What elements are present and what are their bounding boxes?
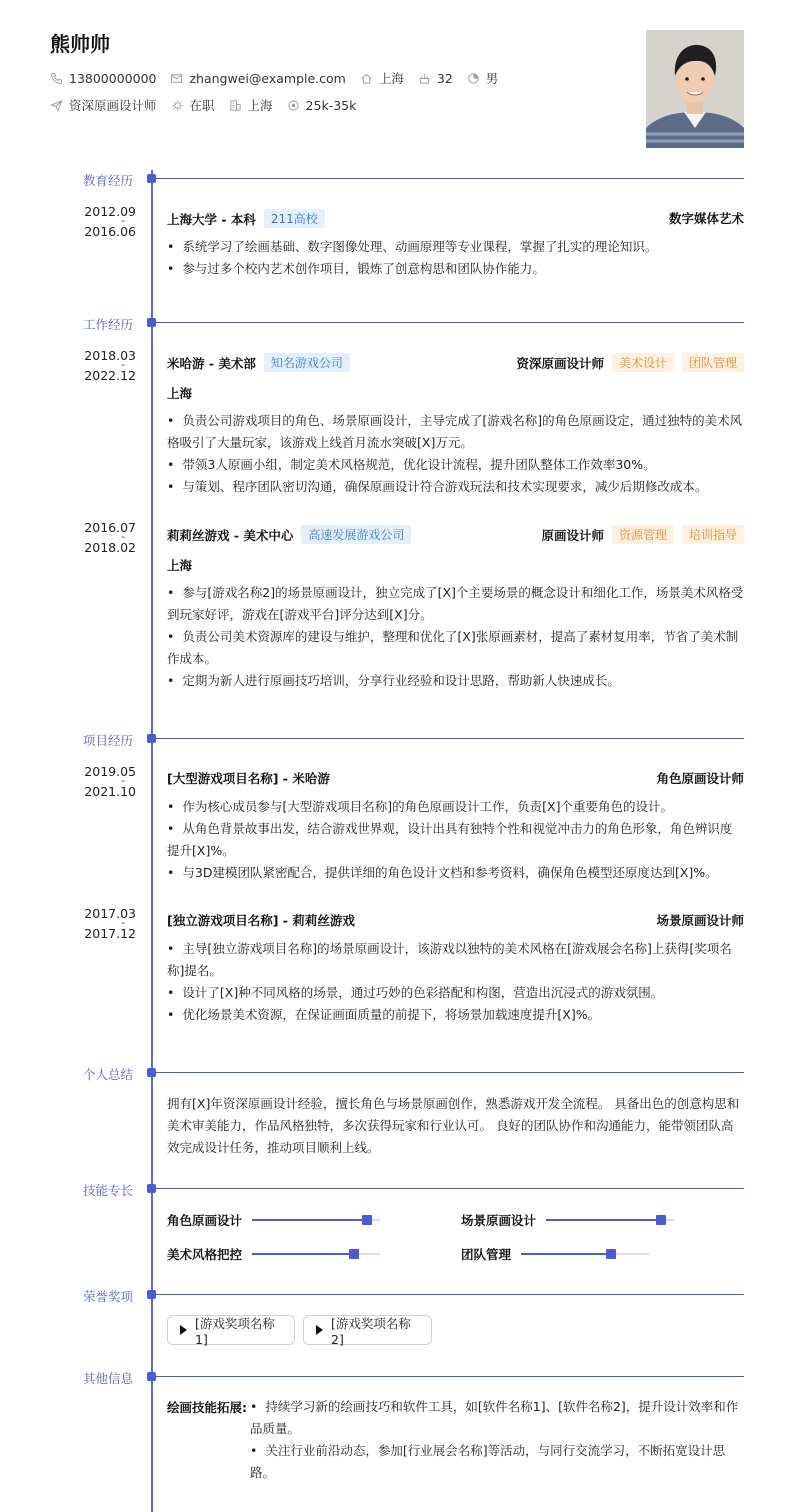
role-tag: 美术设计 <box>612 353 674 372</box>
email-item <box>170 71 345 86</box>
bullet-item: • 与3D建模团队紧密配合，提供详细的角色设计文档和参考资料，确保角色模型还原度达到[X]%。 <box>167 862 744 884</box>
bullet-item: • 关注行业前沿动态，参加[行业展会名称]等活动，与同行交流学习，不断拓宽设计思路。 <box>250 1440 744 1484</box>
company-title <box>167 525 411 544</box>
section-marker <box>147 174 156 183</box>
skill-knob <box>349 1249 359 1259</box>
skill-bar <box>252 1253 380 1255</box>
summary-text: 拥有[X]年资深原画设计经验，擅长角色与场景原画创作，熟悉游戏开发全流程。 具备出色的创意构思和美术审美能力，作品风格独特，多次获得玩家和行业认可。 良好的团队协作和沟通能力，能带领团队高效完成设计任务，推动项目顺利上线。 <box>167 1096 740 1155</box>
date-range <box>80 766 136 798</box>
role-name: 资深原画设计师 <box>516 355 604 371</box>
section-marker <box>147 1372 156 1381</box>
project-title: [大型游戏项目名称] - 米哈游 <box>167 771 330 786</box>
date-range <box>80 908 136 940</box>
project-role: 场景原画设计师 <box>656 913 744 928</box>
phone-item <box>50 71 156 86</box>
bullet-item: • 作为核心成员参与[大型游戏项目名称]的角色原画设计工作，负责[X]个重要角色的设计。 <box>167 796 744 818</box>
city-text: 上海 <box>247 98 273 113</box>
skill-item <box>461 1245 649 1263</box>
avatar-photo <box>646 30 744 148</box>
end-date: 2018.02 <box>84 540 136 555</box>
section-divider <box>156 178 744 179</box>
bullet-item: • 系统学习了绘画基础、数字图像处理、动画原理等专业课程，掌握了扎实的理论知识。 <box>167 236 744 258</box>
start-date: 2018.03 <box>84 348 136 363</box>
other-bullets <box>250 1396 744 1484</box>
bullet-item: • 带领3人原画小组，制定美术风格规范，优化设计流程，提升团队整体工作效率30%。 <box>167 454 744 476</box>
skill-bar <box>546 1219 674 1221</box>
date-range <box>80 206 136 238</box>
phone-text: 13800000000 <box>69 70 157 86</box>
skill-knob <box>606 1249 616 1259</box>
date-dash: - <box>121 776 125 787</box>
work-bullets <box>167 410 744 498</box>
section-title-awards: 荣誉奖项 <box>83 1289 134 1304</box>
skill-name: 美术风格把控 <box>167 1247 243 1262</box>
bullet-item: • 优化场景美术资源，在保证画面质量的前提下，将场景加载速度提升[X]%。 <box>167 1004 744 1026</box>
project-role: 角色原画设计师 <box>656 771 744 786</box>
candidate-name: 熊帅帅 <box>50 32 110 56</box>
bullet-item: • 参与过多个校内艺术创作项目，锻炼了创意构思和团队协作能力。 <box>167 258 744 280</box>
job-role <box>541 525 744 544</box>
award-name: [游戏奖项名称1] <box>195 1315 275 1347</box>
work-city: 上海 <box>167 386 193 401</box>
age-text: 32 <box>436 70 453 86</box>
other-label: 绘画技能拓展: <box>167 1400 247 1415</box>
bullet-item: • 从角色背景故事出发，结合游戏世界观，设计出具有独特个性和视觉冲击力的角色形象，角色辨识度提升[X]%。 <box>167 818 744 862</box>
position-text: 资深原画设计师 <box>69 98 157 113</box>
timeline-line <box>151 170 153 1512</box>
skill-bar <box>521 1253 649 1255</box>
gender-item <box>467 69 499 87</box>
start-date: 2012.09 <box>84 204 136 219</box>
education-bullets <box>167 236 744 280</box>
school-title <box>167 209 325 228</box>
section-divider <box>156 1188 744 1189</box>
skill-item <box>461 1211 674 1229</box>
award-item <box>167 1315 295 1345</box>
skill-knob <box>362 1215 372 1225</box>
status-item <box>171 96 215 114</box>
skill-knob <box>656 1215 666 1225</box>
work-bullets <box>167 582 744 692</box>
gender-icon <box>467 72 480 85</box>
date-dash: - <box>121 360 125 371</box>
project-bullets <box>167 938 744 1026</box>
phone-icon <box>50 72 63 85</box>
date-dash: - <box>121 216 125 227</box>
section-title-projects: 项目经历 <box>83 733 134 748</box>
status-gear-icon <box>171 99 184 112</box>
bullet-item: • 定期为新人进行原画技巧培训，分享行业经验和设计思路，帮助新人快速成长。 <box>167 670 744 692</box>
section-title-summary: 个人总结 <box>83 1067 134 1082</box>
avatar-portrait-icon <box>646 30 744 148</box>
age-item <box>418 71 453 86</box>
gender-text: 男 <box>485 71 499 86</box>
skill-name: 团队管理 <box>461 1247 512 1262</box>
status-text: 在职 <box>189 98 215 113</box>
skill-name: 场景原画设计 <box>461 1213 537 1228</box>
section-title-education: 教育经历 <box>83 173 134 188</box>
section-title-skills: 技能专长 <box>83 1183 134 1198</box>
city-item <box>229 96 273 114</box>
end-date: 2021.10 <box>84 784 136 799</box>
date-dash: - <box>121 918 125 929</box>
bullet-item: • 负责公司美术资源库的建设与维护，整理和优化了[X]张原画素材，提高了素材复用率，节省了美术制作成本。 <box>167 626 744 670</box>
salary-text: 25k-35k <box>305 97 357 113</box>
section-marker <box>147 1290 156 1299</box>
skill-item <box>167 1211 380 1229</box>
section-marker <box>147 734 156 743</box>
section-divider <box>156 1376 744 1377</box>
section-title-other: 其他信息 <box>83 1371 134 1386</box>
skill-fill <box>252 1219 367 1221</box>
skill-fill <box>521 1253 611 1255</box>
bullet-item: • 负责公司游戏项目的角色、场景原画设计，主导完成了[游戏名称]的角色原画设定，通过独特的美术风格吸引了大量玩家，该游戏上线首月流水突破[X]万元。 <box>167 410 744 454</box>
skill-fill <box>546 1219 661 1221</box>
school-tag: 211高校 <box>264 209 325 228</box>
award-item <box>303 1315 432 1345</box>
play-icon <box>180 1325 187 1335</box>
role-name: 原画设计师 <box>541 527 604 543</box>
section-marker <box>147 1068 156 1077</box>
skill-item <box>167 1245 380 1263</box>
date-range <box>80 522 136 554</box>
building-icon <box>229 99 242 112</box>
bullet-item: • 持续学习新的绘画技巧和软件工具，如[软件名称1]、[软件名称2]，提升设计效率和作品质量。 <box>250 1396 744 1440</box>
section-title-work: 工作经历 <box>83 317 134 332</box>
send-icon <box>50 99 63 112</box>
date-dash: - <box>121 532 125 543</box>
company-name: 米哈游 - 美术部 <box>167 355 256 371</box>
role-tag: 培训指导 <box>682 525 744 544</box>
role-tag: 团队管理 <box>682 353 744 372</box>
job-intent-row <box>50 95 370 115</box>
section-divider <box>156 1294 744 1295</box>
project-title: [独立游戏项目名称] - 莉莉丝游戏 <box>167 913 355 928</box>
mail-icon <box>170 72 183 85</box>
award-name: [游戏奖项名称2] <box>331 1315 411 1347</box>
section-divider <box>156 738 744 739</box>
cake-icon <box>418 72 431 85</box>
skill-name: 角色原画设计 <box>167 1213 243 1228</box>
location-text: 上海 <box>378 71 404 86</box>
email-text: zhangwei@example.com <box>189 70 346 86</box>
section-marker <box>147 1184 156 1193</box>
work-city: 上海 <box>167 558 193 573</box>
end-date: 2022.12 <box>84 368 136 383</box>
salary-icon <box>287 99 300 112</box>
section-marker <box>147 318 156 327</box>
location-item <box>360 69 404 87</box>
school-name: 上海大学 - 本科 <box>167 211 256 227</box>
bullet-item: • 参与[游戏名称2]的场景原画设计，独立完成了[X]个主要场景的概念设计和细化工作，场景美术风格受到玩家好评，游戏在[游戏平台]评分达到[X]分。 <box>167 582 744 626</box>
skill-bar <box>252 1219 380 1221</box>
bullet-item: • 主导[独立游戏项目名称]的场景原画设计，该游戏以独特的美术风格在[游戏展会名称]上获得[奖项名称]提名。 <box>167 938 744 982</box>
role-tag: 资源管理 <box>612 525 674 544</box>
bullet-item: • 与策划、程序团队密切沟通，确保原画设计符合游戏玩法和技术实现要求，减少后期修改成本。 <box>167 476 744 498</box>
home-icon <box>360 72 373 85</box>
start-date: 2016.07 <box>84 520 136 535</box>
start-date: 2019.05 <box>84 764 136 779</box>
major: 数字媒体艺术 <box>668 211 744 226</box>
play-icon <box>316 1325 323 1335</box>
contact-row <box>50 68 512 88</box>
salary-item <box>287 98 357 113</box>
company-tag: 高速发展游戏公司 <box>301 525 411 544</box>
company-title <box>167 353 350 372</box>
start-date: 2017.03 <box>84 906 136 921</box>
bullet-item: • 设计了[X]种不同风格的场景，通过巧妙的色彩搭配和构图，营造出沉浸式的游戏氛围。 <box>167 982 744 1004</box>
position-item <box>50 96 157 114</box>
section-divider <box>156 322 744 323</box>
date-range <box>80 350 136 382</box>
company-tag: 知名游戏公司 <box>264 353 350 372</box>
section-divider <box>156 1072 744 1073</box>
company-name: 莉莉丝游戏 - 美术中心 <box>167 527 294 543</box>
skill-fill <box>252 1253 354 1255</box>
project-bullets <box>167 796 744 884</box>
job-role <box>516 353 744 372</box>
end-date: 2016.06 <box>84 224 136 239</box>
end-date: 2017.12 <box>84 926 136 941</box>
